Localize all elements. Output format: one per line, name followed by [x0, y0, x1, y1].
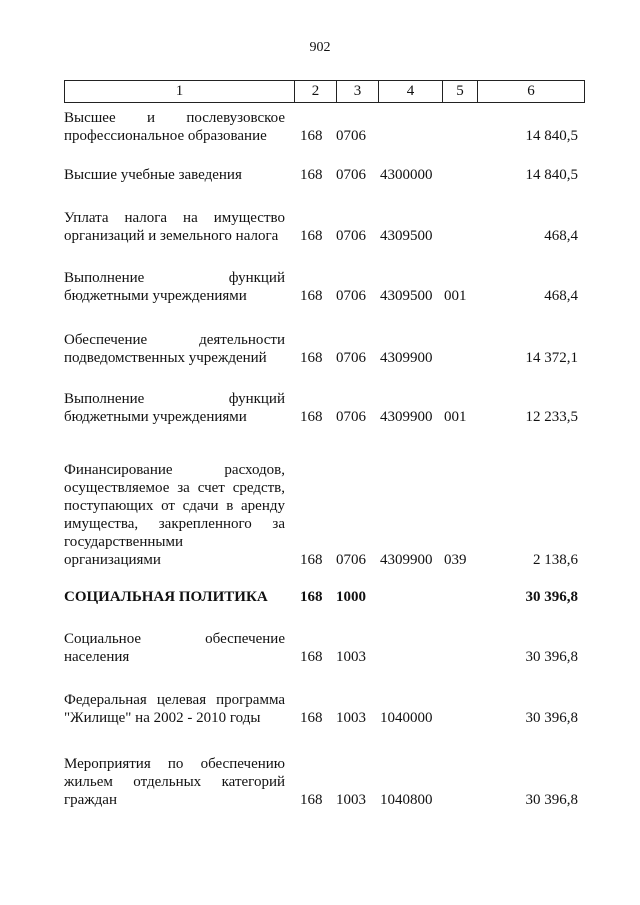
- table-row: [64, 209, 578, 245]
- header-col-3: 3: [337, 81, 379, 102]
- cell-c4: 4300000: [380, 167, 433, 183]
- description-line: бюджетными учреждениями: [64, 288, 247, 304]
- table-row: [64, 691, 578, 727]
- table-row: [64, 331, 578, 367]
- description-line: граждан: [64, 792, 117, 808]
- cell-c4: 4309900: [380, 350, 433, 366]
- description-line: подведомственных учреждений: [64, 350, 267, 366]
- cell-c2: 168: [300, 409, 323, 425]
- cell-c5: 001: [444, 409, 467, 425]
- description-line: Выполнение функций: [64, 270, 285, 286]
- table-header: [64, 80, 585, 103]
- description-line: Уплата налога на имущество: [64, 210, 285, 226]
- description-line: жильем отдельных категорий: [64, 774, 285, 790]
- cell-c4: 4309900: [380, 409, 433, 425]
- header-col-4: 4: [379, 81, 443, 102]
- cell-c2: 168: [300, 128, 323, 144]
- table-row: [64, 588, 578, 606]
- cell-c2: 168: [300, 649, 323, 665]
- description-line: "Жилище" на 2002 - 2010 годы: [64, 710, 261, 726]
- cell-c3: 0706: [336, 288, 366, 304]
- description-line: Мероприятия по обеспечению: [64, 756, 285, 772]
- description-line: организаций и земельного налога: [64, 228, 279, 244]
- description-line: Социальное обеспечение: [64, 631, 285, 647]
- cell-c6: 468,4: [544, 288, 578, 304]
- cell-c6: 30 396,8: [525, 649, 578, 665]
- cell-c6: 14 840,5: [525, 167, 578, 183]
- description-line: бюджетными учреждениями: [64, 409, 247, 425]
- cell-c3: 0706: [336, 128, 366, 144]
- header-col-2: 2: [295, 81, 337, 102]
- cell-c2: 168: [300, 792, 323, 808]
- cell-c2: 168: [300, 228, 323, 244]
- cell-c3: 0706: [336, 552, 366, 568]
- table-row: [64, 755, 578, 809]
- table-row: [64, 630, 578, 666]
- cell-c3: 1000: [336, 589, 366, 605]
- cell-c4: 1040000: [380, 710, 433, 726]
- table-row: [64, 109, 578, 145]
- table-row: [64, 269, 578, 305]
- cell-c3: 0706: [336, 167, 366, 183]
- table-row: [64, 166, 578, 184]
- cell-c3: 1003: [336, 792, 366, 808]
- cell-c6: 14 840,5: [525, 128, 578, 144]
- cell-c2: 168: [300, 350, 323, 366]
- cell-c6: 30 396,8: [525, 710, 578, 726]
- cell-c6: 30 396,8: [525, 589, 578, 605]
- cell-c4: 4309500: [380, 228, 433, 244]
- description-line: организациями: [64, 552, 161, 568]
- cell-c6: 14 372,1: [525, 350, 578, 366]
- cell-c4: 4309900: [380, 552, 433, 568]
- description-line: поступающих от сдачи в аренду: [64, 498, 285, 514]
- cell-c2: 168: [300, 167, 323, 183]
- page-number: 902: [309, 40, 331, 55]
- cell-c6: 30 396,8: [525, 792, 578, 808]
- description-line: Высшее и послевузовское: [64, 110, 285, 126]
- cell-c3: 0706: [336, 350, 366, 366]
- cell-c2: 168: [300, 552, 323, 568]
- cell-c6: 12 233,5: [525, 409, 578, 425]
- cell-c6: 2 138,6: [533, 552, 578, 568]
- description-line: Обеспечение деятельности: [64, 332, 285, 348]
- cell-c4: 1040800: [380, 792, 433, 808]
- cell-c6: 468,4: [544, 228, 578, 244]
- cell-c3: 1003: [336, 649, 366, 665]
- description-line: СОЦИАЛЬНАЯ ПОЛИТИКА: [64, 589, 268, 605]
- cell-c5: 039: [444, 552, 467, 568]
- table-row: [64, 461, 578, 569]
- header-col-1: 1: [65, 81, 295, 102]
- description-line: имущества, закрепленного за: [64, 516, 285, 532]
- cell-c4: 4309500: [380, 288, 433, 304]
- description-line: Федеральная целевая программа: [64, 692, 285, 708]
- cell-c3: 0706: [336, 409, 366, 425]
- description-line: осуществляемое за счет средств,: [64, 480, 285, 496]
- cell-c2: 168: [300, 288, 323, 304]
- table-row: [64, 390, 578, 426]
- cell-c5: 001: [444, 288, 467, 304]
- description-line: государственными: [64, 534, 183, 550]
- description-line: профессиональное образование: [64, 128, 267, 144]
- header-col-5: 5: [443, 81, 478, 102]
- description-line: Высшие учебные заведения: [64, 167, 242, 183]
- description-line: Выполнение функций: [64, 391, 285, 407]
- description-line: Финансирование расходов,: [64, 462, 285, 478]
- header-col-6: 6: [527, 83, 535, 99]
- description-line: населения: [64, 649, 130, 665]
- cell-c3: 0706: [336, 228, 366, 244]
- cell-c2: 168: [300, 589, 323, 605]
- cell-c3: 1003: [336, 710, 366, 726]
- cell-c2: 168: [300, 710, 323, 726]
